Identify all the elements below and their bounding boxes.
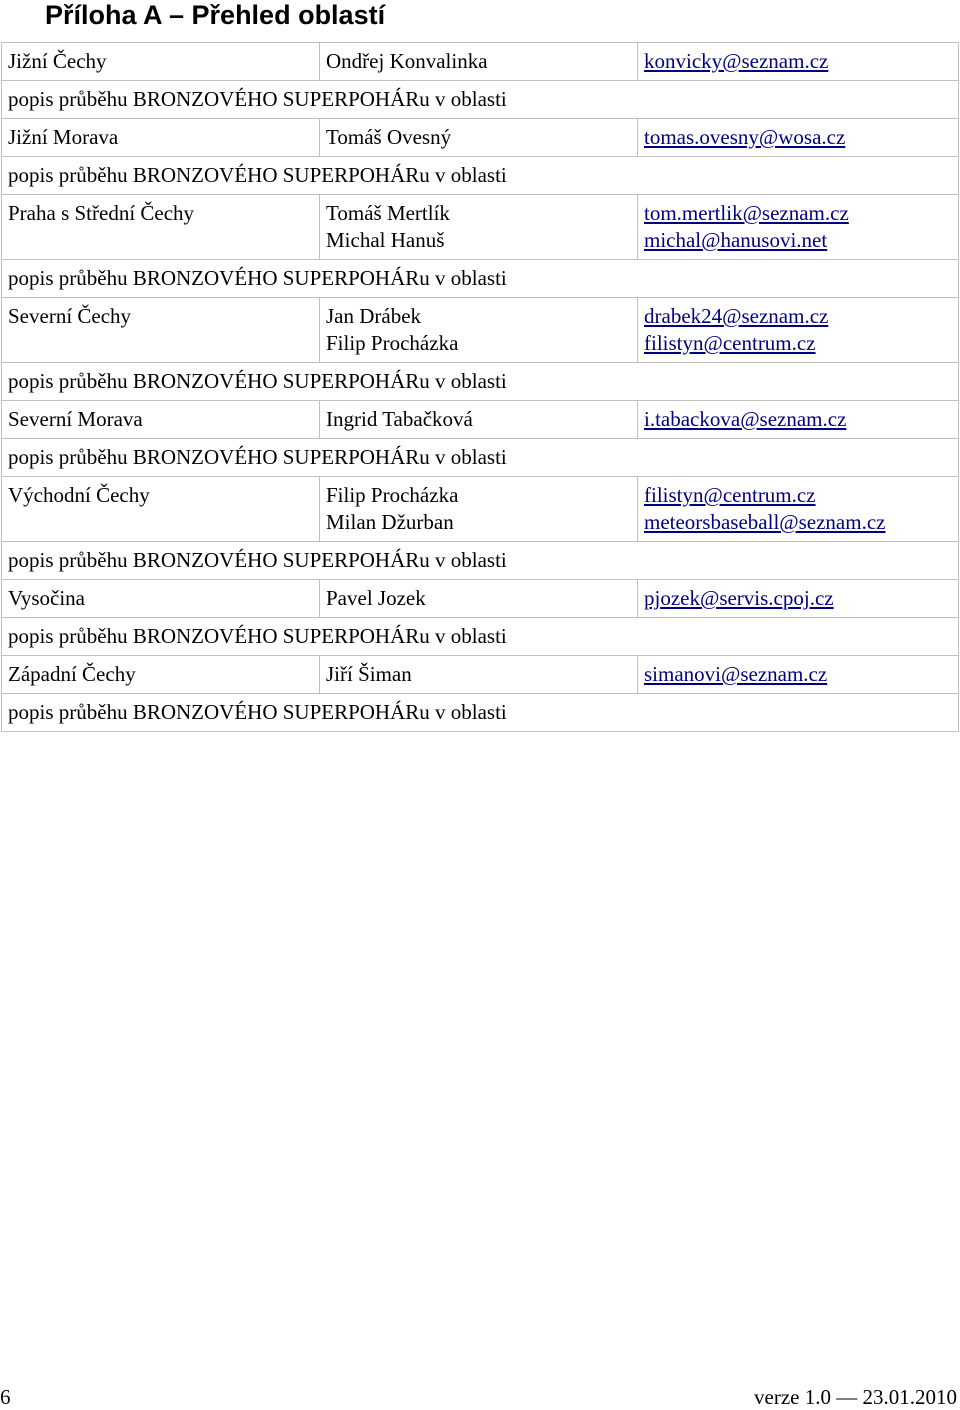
region-name: Vysočina <box>2 580 320 618</box>
region-emails <box>638 580 959 618</box>
region-note-row <box>2 618 959 656</box>
region-note: popis průběhu BRONZOVÉHO SUPERPOHÁRu v oblasti <box>2 694 959 732</box>
region-name: Severní Čechy <box>2 298 320 363</box>
region-row <box>2 401 959 439</box>
contact-name: Ingrid Tabačková <box>326 407 473 431</box>
page-title: Příloha A – Přehled oblastí <box>45 0 386 30</box>
region-emails <box>638 43 959 81</box>
region-contacts <box>320 401 638 439</box>
contact-name: Jiří Šiman <box>326 662 412 686</box>
email-link[interactable]: i.tabackova@seznam.cz <box>644 407 847 431</box>
region-note: popis průběhu BRONZOVÉHO SUPERPOHÁRu v oblasti <box>2 542 959 580</box>
contact-name: Michal Hanuš <box>326 228 445 252</box>
region-row <box>2 580 959 618</box>
region-emails <box>638 477 959 542</box>
email-link[interactable]: tom.mertlik@seznam.cz <box>644 201 849 225</box>
region-contacts <box>320 43 638 81</box>
email-link[interactable]: michal@hanusovi.net <box>644 228 828 252</box>
contact-name: Jan Drábek <box>326 304 422 328</box>
region-name: Jižní Čechy <box>2 43 320 81</box>
region-emails <box>638 401 959 439</box>
region-note-row <box>2 260 959 298</box>
region-note-row <box>2 363 959 401</box>
version-info: verze 1.0 — 23.01.2010 <box>754 1385 957 1409</box>
region-contacts <box>320 298 638 363</box>
contact-name: Pavel Jozek <box>326 586 426 610</box>
region-emails <box>638 298 959 363</box>
contact-name: Tomáš Mertlík <box>326 201 450 225</box>
region-row <box>2 43 959 81</box>
region-contacts <box>320 656 638 694</box>
region-name: Praha s Střední Čechy <box>2 195 320 260</box>
region-row <box>2 195 959 260</box>
contact-name: Filip Procházka <box>326 483 459 507</box>
contact-name: Milan Džurban <box>326 510 454 534</box>
region-contacts <box>320 119 638 157</box>
page-number: 6 <box>0 1385 11 1409</box>
region-name: Východní Čechy <box>2 477 320 542</box>
email-link[interactable]: drabek24@seznam.cz <box>644 304 829 328</box>
region-note: popis průběhu BRONZOVÉHO SUPERPOHÁRu v oblasti <box>2 618 959 656</box>
regions-table <box>1 42 959 732</box>
region-contacts <box>320 580 638 618</box>
region-emails <box>638 656 959 694</box>
region-contacts <box>320 477 638 542</box>
email-link[interactable]: konvicky@seznam.cz <box>644 49 829 73</box>
region-row <box>2 477 959 542</box>
contact-name: Filip Procházka <box>326 331 459 355</box>
region-name: Západní Čechy <box>2 656 320 694</box>
region-note-row <box>2 157 959 195</box>
region-note: popis průběhu BRONZOVÉHO SUPERPOHÁRu v oblasti <box>2 363 959 401</box>
email-link[interactable]: filistyn@centrum.cz <box>644 331 816 355</box>
region-row <box>2 119 959 157</box>
contact-name: Tomáš Ovesný <box>326 125 452 149</box>
email-link[interactable]: filistyn@centrum.cz <box>644 483 816 507</box>
region-note-row <box>2 694 959 732</box>
email-link[interactable]: tomas.ovesny@wosa.cz <box>644 125 846 149</box>
region-contacts <box>320 195 638 260</box>
region-row <box>2 298 959 363</box>
email-link[interactable]: meteorsbaseball@seznam.cz <box>644 510 886 534</box>
region-name: Jižní Morava <box>2 119 320 157</box>
region-note: popis průběhu BRONZOVÉHO SUPERPOHÁRu v oblasti <box>2 157 959 195</box>
email-link[interactable]: simanovi@seznam.cz <box>644 662 828 686</box>
region-note-row <box>2 542 959 580</box>
region-note-row <box>2 439 959 477</box>
region-note: popis průběhu BRONZOVÉHO SUPERPOHÁRu v oblasti <box>2 81 959 119</box>
region-name: Severní Morava <box>2 401 320 439</box>
email-link[interactable]: pjozek@servis.cpoj.cz <box>644 586 834 610</box>
region-note: popis průběhu BRONZOVÉHO SUPERPOHÁRu v oblasti <box>2 439 959 477</box>
page-footer <box>0 1384 960 1410</box>
region-emails <box>638 119 959 157</box>
region-note-row <box>2 81 959 119</box>
region-note: popis průběhu BRONZOVÉHO SUPERPOHÁRu v oblasti <box>2 260 959 298</box>
region-row <box>2 656 959 694</box>
region-emails <box>638 195 959 260</box>
contact-name: Ondřej Konvalinka <box>326 49 488 73</box>
